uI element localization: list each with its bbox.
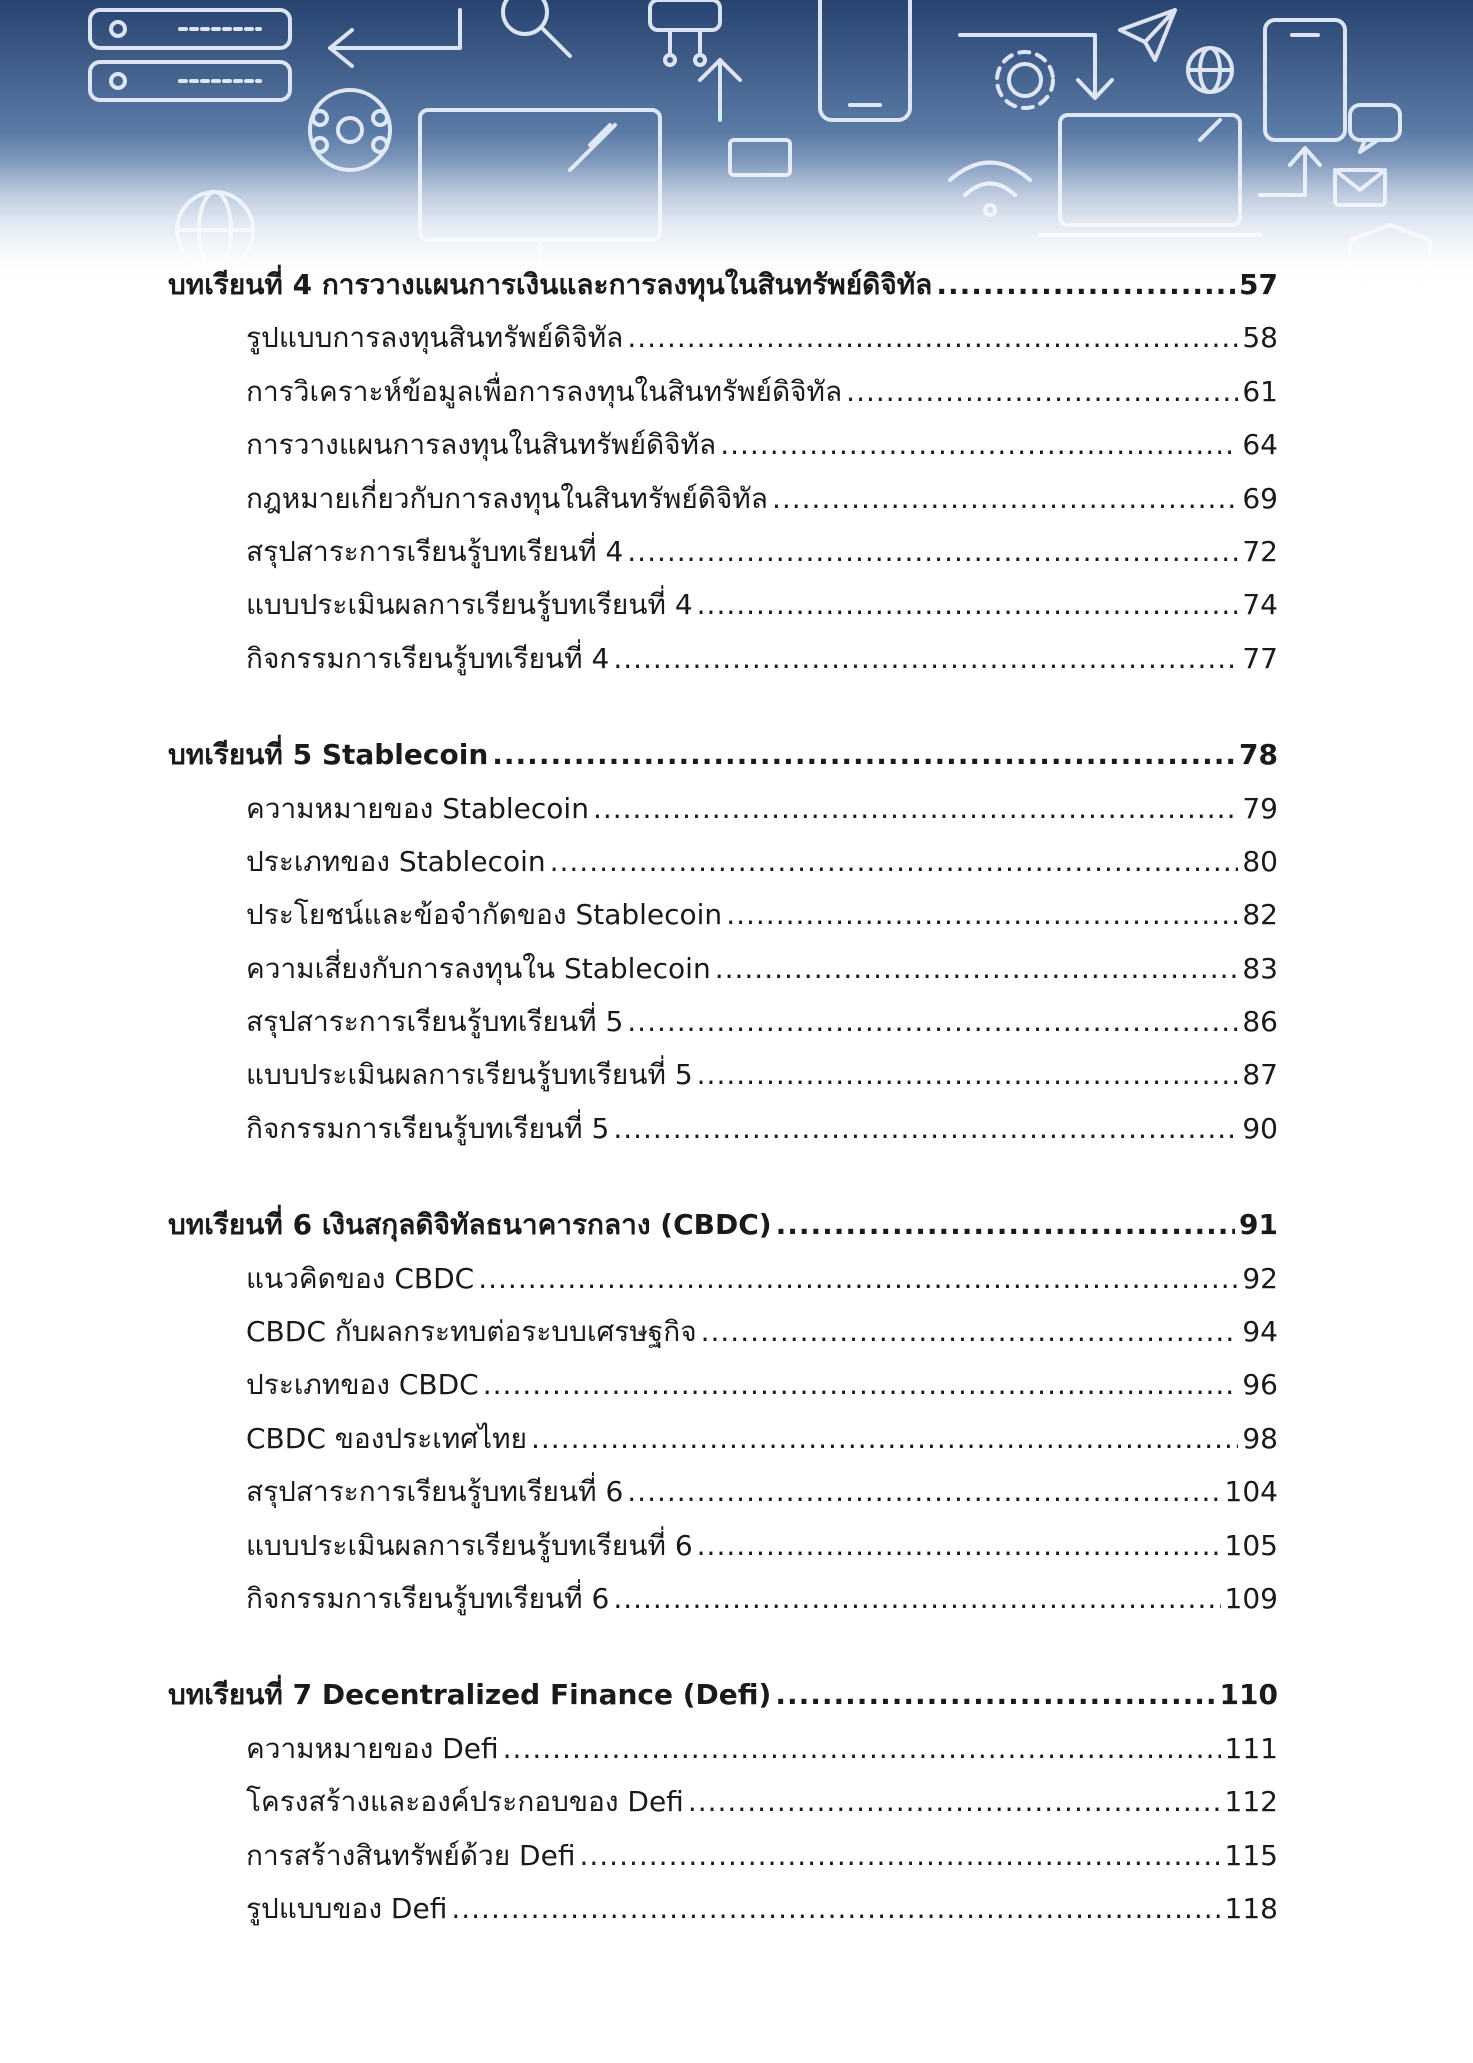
page-number: 115 <box>1224 1838 1278 1872</box>
page-number: 82 <box>1242 898 1278 932</box>
toc-entry[interactable] <box>168 1252 1278 1305</box>
toc-entry[interactable] <box>168 1572 1278 1625</box>
entry-title: ความหมายของ Stablecoin <box>246 791 589 825</box>
toc-entry[interactable] <box>168 418 1278 471</box>
page-number: 98 <box>1242 1421 1278 1455</box>
page-number: 118 <box>1224 1891 1278 1925</box>
page-number: 92 <box>1242 1261 1278 1295</box>
chapter-title: บทเรียนที่ 4 การวางแผนการเงินและการลงทุนในสินทรัพย์ดิจิทัล <box>168 268 933 301</box>
toc-entry[interactable] <box>168 578 1278 631</box>
entry-title: CBDC กับผลกระทบต่อระบบเศรษฐกิจ <box>246 1315 697 1349</box>
page-number: 58 <box>1242 321 1278 355</box>
dot-leader <box>697 1048 1239 1101</box>
entry-title: ความเสี่ยงกับการลงทุนใน Stablecoin <box>246 951 711 985</box>
page-number: 80 <box>1242 844 1278 878</box>
page-number: 90 <box>1242 1111 1278 1145</box>
page-number: 83 <box>1242 951 1278 985</box>
toc-entry[interactable] <box>168 1722 1278 1775</box>
banner-graphic <box>0 0 1473 290</box>
dot-leader <box>772 472 1238 525</box>
entry-title: การวางแผนการลงทุนในสินทรัพย์ดิจิทัล <box>246 428 717 462</box>
toc-entry[interactable] <box>168 942 1278 995</box>
toc-entry[interactable] <box>168 1048 1278 1101</box>
toc-entry[interactable] <box>168 472 1278 525</box>
dot-leader <box>697 1519 1221 1572</box>
page-number: 74 <box>1242 588 1278 622</box>
page-number: 91 <box>1239 1208 1278 1242</box>
toc-entry[interactable] <box>168 888 1278 941</box>
chapter-title: บทเรียนที่ 6 เงินสกุลดิจิทัลธนาคารกลาง (CBDC) <box>168 1208 772 1242</box>
page-number: 61 <box>1242 374 1278 408</box>
entry-title: แบบประเมินผลการเรียนรู้บทเรียนที่ 6 <box>246 1528 693 1562</box>
toc-chapter-5 <box>168 728 1278 1155</box>
dot-leader <box>936 258 1235 311</box>
dot-leader <box>627 311 1238 364</box>
toc-entry[interactable] <box>168 1882 1278 1935</box>
entry-title: รูปแบบการลงทุนสินทรัพย์ดิจิทัล <box>246 321 624 355</box>
chapter-title: บทเรียนที่ 7 Decentralized Finance (Defi) <box>168 1678 772 1712</box>
page-number: 79 <box>1242 791 1278 825</box>
chapter-heading[interactable] <box>168 1198 1278 1251</box>
page-number: 112 <box>1224 1785 1278 1819</box>
entry-title: การวิเคราะห์ข้อมูลเพื่อการลงทุนในสินทรัพย์ดิจิทัล <box>246 374 843 408</box>
dot-leader <box>579 1829 1220 1882</box>
page-number: 94 <box>1242 1315 1278 1349</box>
dot-leader <box>697 578 1239 631</box>
dot-leader <box>715 942 1239 995</box>
dot-leader <box>701 1305 1239 1358</box>
dot-leader <box>478 1252 1238 1305</box>
page-number: 64 <box>1242 428 1278 462</box>
toc-entry[interactable] <box>168 1775 1278 1828</box>
entry-title: CBDC ของประเทศไทย <box>246 1421 527 1455</box>
entry-title: แนวคิดของ CBDC <box>246 1261 475 1295</box>
page-number: 104 <box>1224 1475 1278 1509</box>
dot-leader <box>531 1412 1238 1465</box>
dot-leader <box>613 1572 1220 1625</box>
entry-title: ความหมายของ Defi <box>246 1731 499 1765</box>
page-number: 77 <box>1242 641 1278 675</box>
toc-chapter-4 <box>168 258 1278 685</box>
page-number: 87 <box>1242 1058 1278 1092</box>
entry-title: กิจกรรมการเรียนรู้บทเรียนที่ 4 <box>246 641 610 675</box>
dot-leader <box>726 888 1238 941</box>
page-number: 78 <box>1239 738 1278 772</box>
dot-leader <box>483 1358 1239 1411</box>
toc-entry[interactable] <box>168 1412 1278 1465</box>
page-number: 110 <box>1219 1678 1278 1712</box>
dot-leader <box>846 365 1238 418</box>
dot-leader <box>550 835 1239 888</box>
toc-entry[interactable] <box>168 311 1278 364</box>
page-number: 105 <box>1224 1528 1278 1562</box>
entry-title: รูปแบบของ Defi <box>246 1891 448 1925</box>
entry-title: กิจกรรมการเรียนรู้บทเรียนที่ 5 <box>246 1111 610 1145</box>
dot-leader <box>613 1102 1238 1155</box>
dot-leader <box>593 782 1238 835</box>
toc-entry[interactable] <box>168 1102 1278 1155</box>
header-banner <box>0 0 1473 290</box>
entry-title: ประเภทของ Stablecoin <box>246 844 546 878</box>
entry-title: กฎหมายเกี่ยวกับการลงทุนในสินทรัพย์ดิจิทัล <box>246 481 768 515</box>
entry-title: ประเภทของ CBDC <box>246 1368 479 1402</box>
dot-leader <box>688 1775 1221 1828</box>
table-of-contents <box>168 258 1278 1978</box>
chapter-title: บทเรียนที่ 5 Stablecoin <box>168 738 489 772</box>
toc-chapter-7 <box>168 1668 1278 1935</box>
dot-leader <box>503 1722 1221 1775</box>
chapter-heading[interactable] <box>168 1668 1278 1721</box>
entry-title: แบบประเมินผลการเรียนรู้บทเรียนที่ 4 <box>246 588 693 622</box>
dot-leader <box>613 632 1238 685</box>
toc-entry[interactable] <box>168 1829 1278 1882</box>
toc-entry[interactable] <box>168 835 1278 888</box>
toc-entry[interactable] <box>168 1358 1278 1411</box>
entry-title: สรุปสาระการเรียนรู้บทเรียนที่ 4 <box>246 534 624 568</box>
toc-entry[interactable] <box>168 632 1278 685</box>
dot-leader <box>720 418 1238 471</box>
entry-title: การสร้างสินทรัพย์ด้วย Defi <box>246 1838 576 1872</box>
dot-leader <box>775 1668 1215 1721</box>
toc-entry[interactable] <box>168 782 1278 835</box>
dot-leader <box>451 1882 1220 1935</box>
dot-leader <box>627 525 1238 578</box>
dot-leader <box>627 1465 1220 1518</box>
page-number: 69 <box>1242 481 1278 515</box>
entry-title: สรุปสาระการเรียนรู้บทเรียนที่ 5 <box>246 1005 624 1039</box>
page-number: 72 <box>1242 534 1278 568</box>
dot-leader <box>627 995 1238 1048</box>
toc-entry[interactable] <box>168 995 1278 1048</box>
toc-entry[interactable] <box>168 1305 1278 1358</box>
page-number: 96 <box>1242 1368 1278 1402</box>
chapter-heading[interactable] <box>168 258 1278 311</box>
entry-title: ประโยชน์และข้อจำกัดของ Stablecoin <box>246 898 723 932</box>
toc-entry[interactable] <box>168 525 1278 578</box>
toc-entry[interactable] <box>168 365 1278 418</box>
page-number: 86 <box>1242 1005 1278 1039</box>
page-number: 57 <box>1239 268 1278 301</box>
chapter-heading[interactable] <box>168 728 1278 781</box>
toc-entry[interactable] <box>168 1519 1278 1572</box>
page-number: 109 <box>1224 1581 1278 1615</box>
toc-chapter-6 <box>168 1198 1278 1625</box>
page-number: 111 <box>1224 1731 1278 1765</box>
entry-title: แบบประเมินผลการเรียนรู้บทเรียนที่ 5 <box>246 1058 693 1092</box>
dot-leader <box>776 1198 1235 1251</box>
entry-title: โครงสร้างและองค์ประกอบของ Defi <box>246 1785 684 1819</box>
entry-title: สรุปสาระการเรียนรู้บทเรียนที่ 6 <box>246 1475 624 1509</box>
toc-entry[interactable] <box>168 1465 1278 1518</box>
entry-title: กิจกรรมการเรียนรู้บทเรียนที่ 6 <box>246 1581 610 1615</box>
dot-leader <box>492 728 1235 781</box>
